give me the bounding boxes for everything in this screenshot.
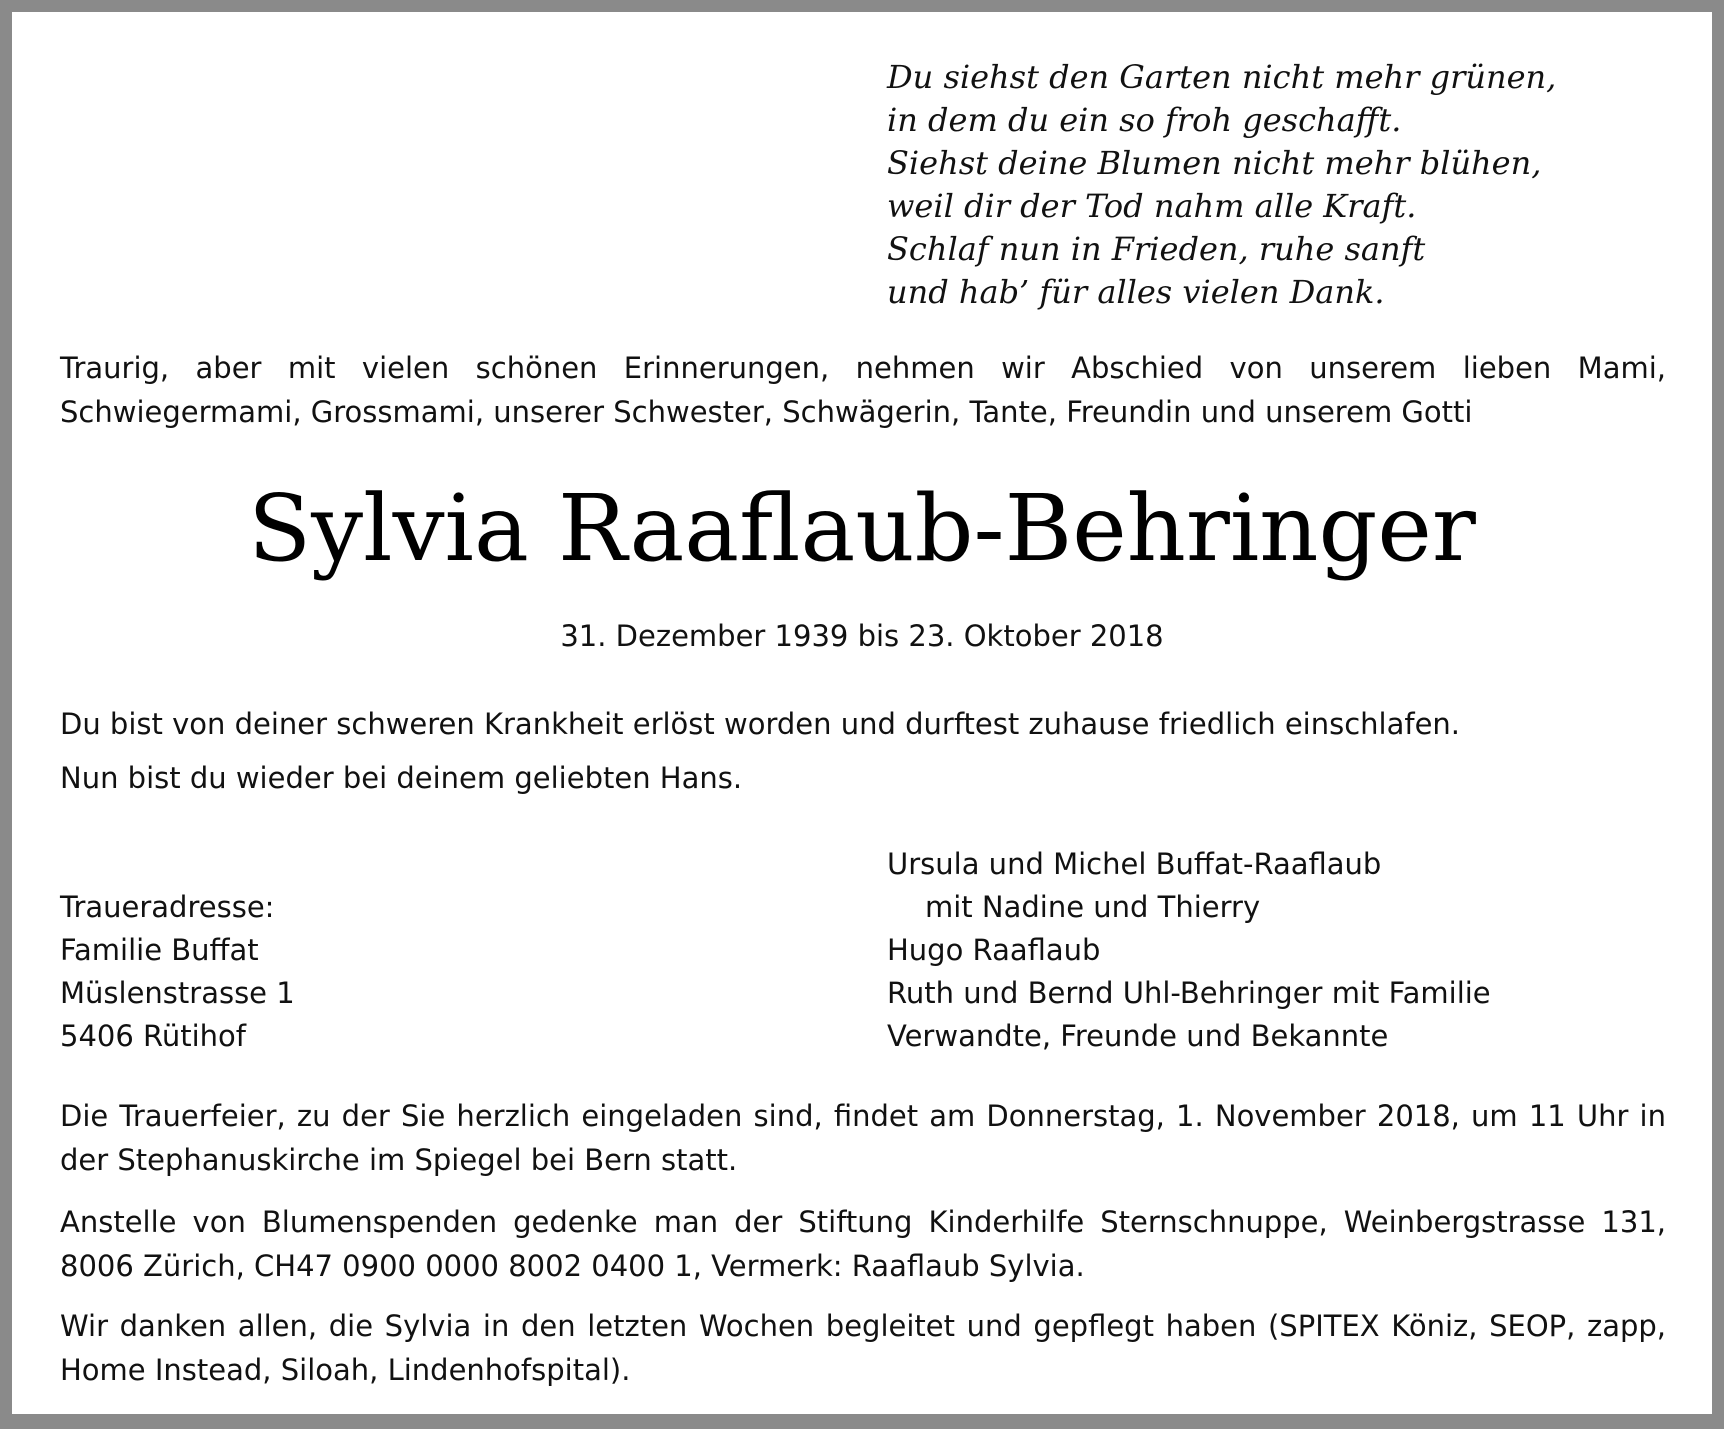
family-member: Ursula und Michel Buffat-Raaflaub — [887, 847, 1382, 881]
obituary-page — [12, 12, 1712, 1414]
address-line: Familie Buffat — [60, 933, 259, 967]
deceased-name: Sylvia Raaflaub-Behringer — [248, 475, 1476, 582]
family-member: Verwandte, Freunde und Bekannte — [887, 1019, 1389, 1053]
message-text: Nun bist du wieder bei deinem geliebten Hans. — [60, 761, 743, 795]
thanks-text: Wir danken allen, die Sylvia in den letzten Wochen begleitet und gepflegt haben (SPITEX Köniz, SEOP, zapp, Home Instead, Siloah, Lindenhofspital). — [60, 1309, 1666, 1387]
address-line: Müslenstrasse 1 — [60, 976, 295, 1010]
poem-line: Schlaf nun in Frieden, ruhe sanft — [887, 230, 1426, 268]
mourning-address — [60, 886, 295, 1058]
service-info: Die Trauerfeier, zu der Sie herzlich eingeladen sind, findet am Donnerstag, 1. November 2018, um 11 Uhr in der Stephanuskirche im Spiegel bei Bern statt. — [60, 1099, 1666, 1177]
poem-line: Siehst deine Blumen nicht mehr blühen, — [887, 144, 1542, 182]
family-member: mit Nadine und Thierry — [925, 890, 1261, 924]
poem-line: und hab’ für alles vielen Dank. — [887, 273, 1385, 311]
poem-line: weil dir der Tod nahm alle Kraft. — [887, 187, 1417, 225]
address-label: Traueradresse: — [60, 890, 275, 924]
poem — [887, 56, 1556, 314]
poem-line: in dem du ein so froh geschafft. — [887, 101, 1402, 139]
family-member: Ruth und Bernd Uhl-Behringer mit Familie — [887, 976, 1491, 1010]
family-list — [887, 843, 1491, 1058]
poem-line: Du siehst den Garten nicht mehr grünen, — [887, 58, 1557, 96]
donation-info: Anstelle von Blumenspenden gedenke man der Stiftung Kinderhilfe Sternschnuppe, Weinbergstrasse 131, 8006 Zürich, CH47 0900 0000 8002 0400 1, Vermerk: Raaflaub Sylvia. — [60, 1205, 1666, 1283]
address-line: 5406 Rütihof — [60, 1019, 247, 1053]
life-dates: 31. Dezember 1939 bis 23. Oktober 2018 — [560, 619, 1164, 653]
message-text: Du bist von deiner schweren Krankheit erlöst worden und durftest zuhause friedlich einschlafen. — [60, 707, 1461, 741]
family-member: Hugo Raaflaub — [887, 933, 1101, 967]
intro-text: Traurig, aber mit vielen schönen Erinnerungen, nehmen wir Abschied von unserem lieben Mami, Schwiegermami, Grossmami, unserer Schwester, Schwägerin, Tante, Freundin und unserem Gotti — [60, 351, 1666, 429]
